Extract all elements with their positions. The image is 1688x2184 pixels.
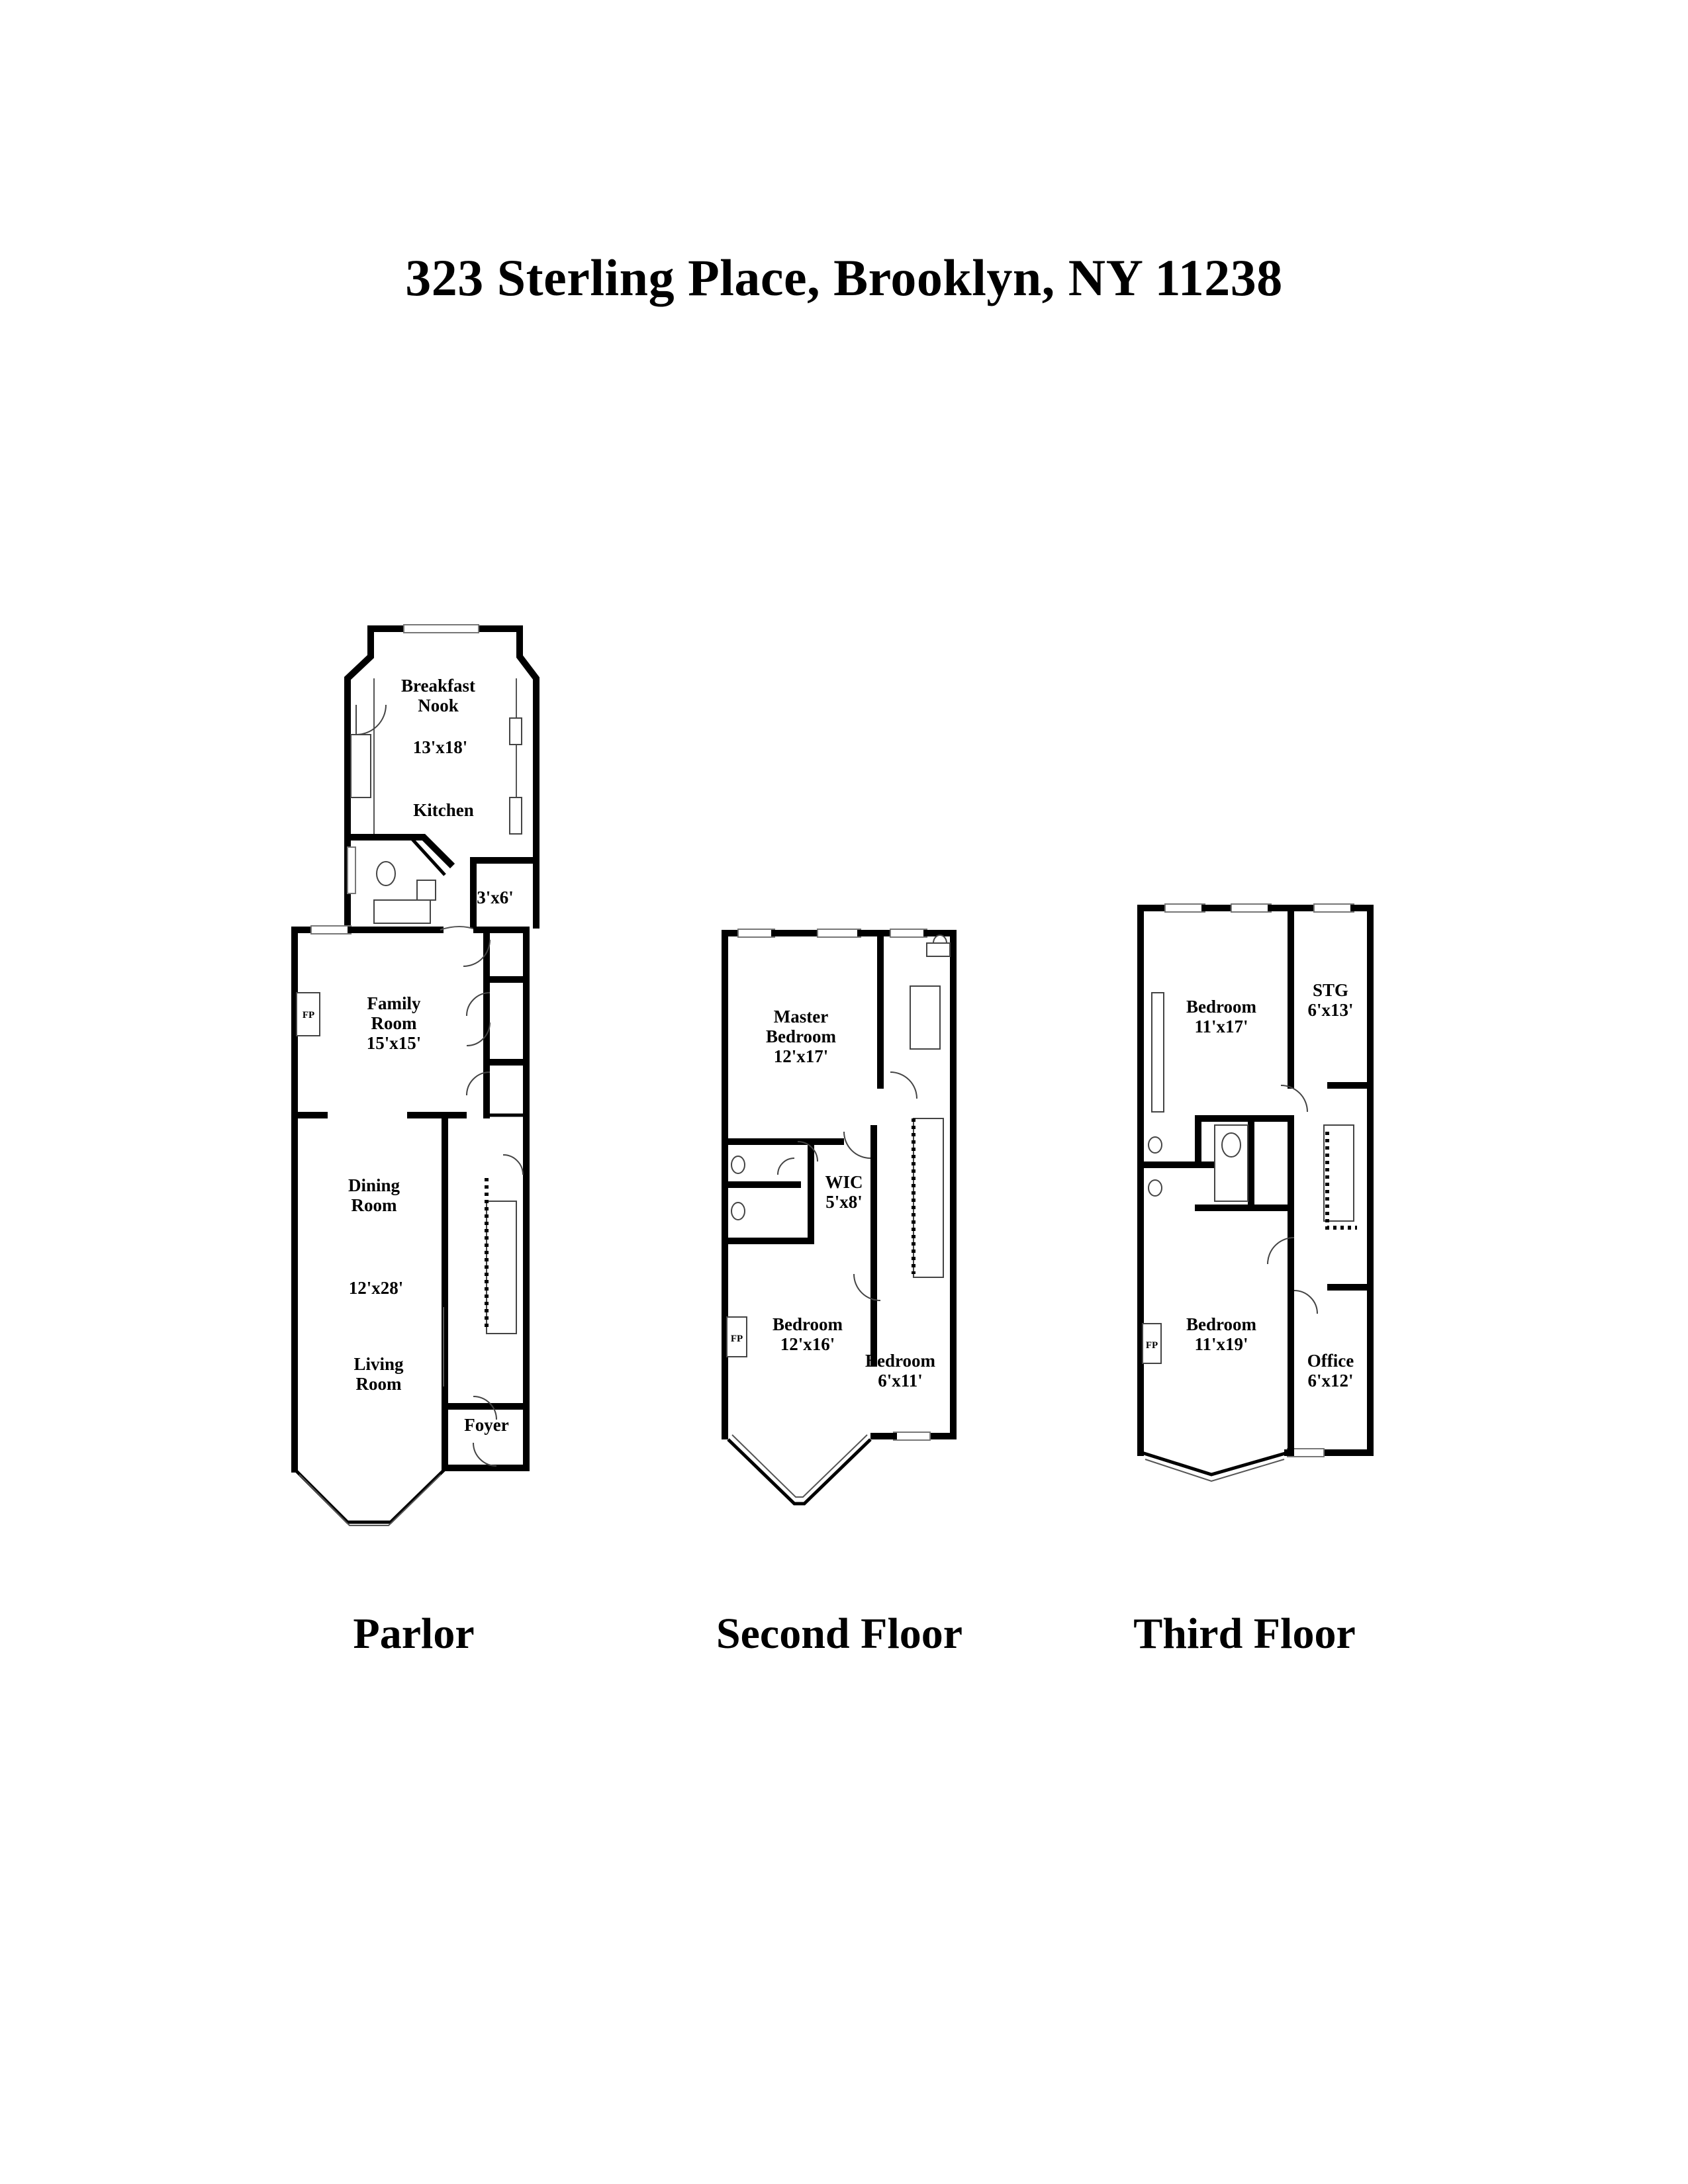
second-bedroom-a-size-label: 12'x16' (780, 1334, 835, 1354)
family-room-label-2: Room (371, 1013, 417, 1033)
parlor-fireplace-label: FP (302, 1010, 315, 1021)
office-label: Office (1307, 1351, 1354, 1371)
living-room-label-1: Living (353, 1354, 404, 1374)
dining-room-label-2: Room (351, 1195, 397, 1215)
wic-label: WIC (825, 1172, 863, 1192)
parlor-floor-plan (295, 625, 536, 1525)
third-fireplace-label: FP (1145, 1340, 1158, 1351)
foyer-label: Foyer (464, 1415, 509, 1435)
stg-label: STG (1312, 980, 1349, 1000)
dining-living-size-label: 12'x28' (348, 1278, 404, 1298)
office-size-label: 6'x12' (1307, 1371, 1354, 1390)
breakfast-nook-label-2: Nook (418, 696, 459, 715)
kitchen-label: Kitchen (413, 800, 474, 820)
living-room-label-2: Room (355, 1374, 402, 1394)
second-fireplace-label: FP (730, 1334, 743, 1344)
parlor-caption: Parlor (353, 1610, 475, 1658)
master-bedroom-label-1: Master (773, 1007, 829, 1026)
second-floor-plan (725, 929, 953, 1504)
second-bedroom-a-label: Bedroom (773, 1314, 843, 1334)
page-title: 323 Sterling Place, Brooklyn, NY 11238 (405, 249, 1283, 306)
closet-size-label: 3'x6' (477, 887, 514, 907)
master-bedroom-size-label: 12'x17' (773, 1046, 829, 1066)
third-bedroom-b-label: Bedroom (1186, 1314, 1256, 1334)
kitchen-size-label: 13'x18' (412, 737, 468, 757)
second-bedroom-b-label: Bedroom (865, 1351, 935, 1371)
wic-size-label: 5'x8' (825, 1192, 863, 1212)
third-bedroom-b-size-label: 11'x19' (1194, 1334, 1248, 1354)
breakfast-nook-label-1: Breakfast (401, 676, 475, 696)
master-bedroom-label-2: Bedroom (766, 1026, 836, 1046)
family-room-label-1: Family (367, 993, 421, 1013)
third-bedroom-a-label: Bedroom (1186, 997, 1256, 1017)
third-floor-caption: Third Floor (1133, 1610, 1356, 1658)
family-room-size-label: 15'x15' (366, 1033, 422, 1053)
second-floor-caption: Second Floor (716, 1610, 963, 1658)
third-bedroom-a-size-label: 11'x17' (1194, 1017, 1248, 1036)
stg-size-label: 6'x13' (1307, 1000, 1354, 1020)
second-bedroom-b-size-label: 6'x11' (878, 1371, 923, 1390)
dining-room-label-1: Dining (348, 1175, 400, 1195)
